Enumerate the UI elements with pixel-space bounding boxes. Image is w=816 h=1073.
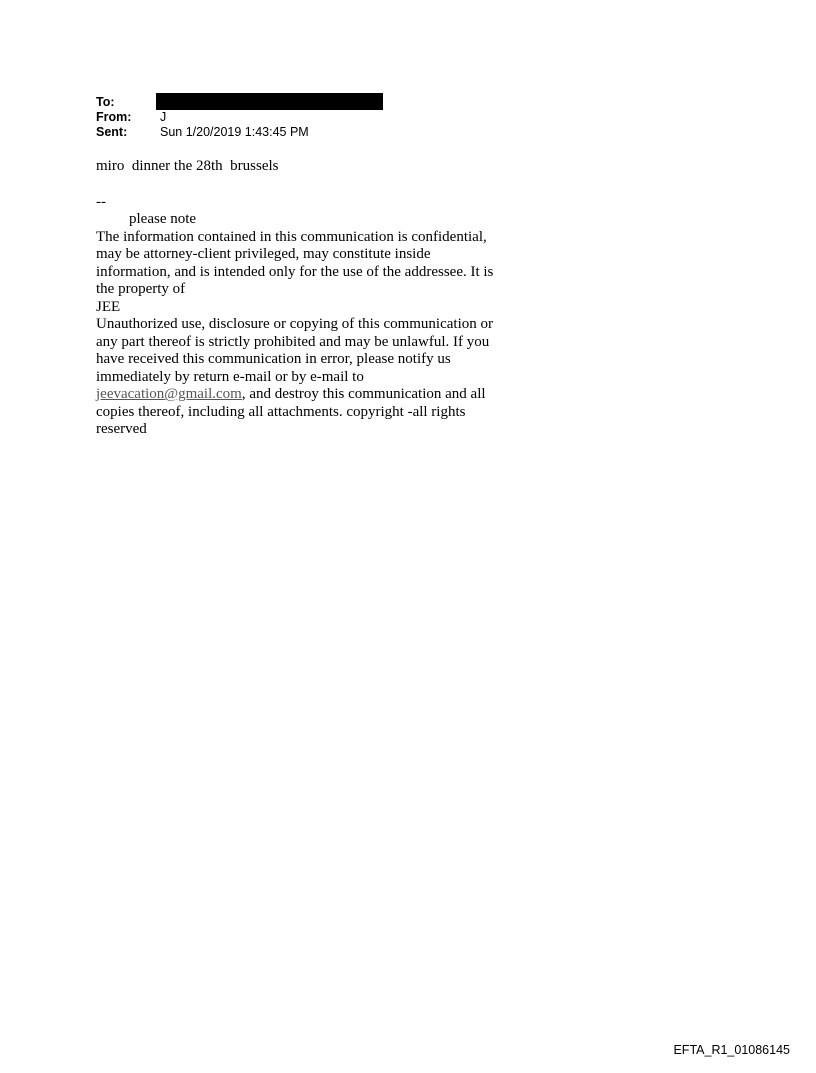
from-value: J [160,110,167,124]
sent-label: Sent: [96,125,128,139]
signature-separator: -- [96,193,106,210]
email-header [96,95,383,140]
owner-name: JEE [96,298,121,315]
redaction-bar [156,93,383,110]
to-row [96,95,383,110]
message-text: miro dinner the 28th brussels [96,158,279,174]
sent-value: Sun 1/20/2019 1:43:45 PM [160,125,309,139]
document-id: EFTA_R1_01086145 [673,1043,790,1057]
email-body [96,158,496,439]
to-label: To: [96,95,115,109]
disclaimer-part2: Unauthorized use, disclosure or copying of this communication or any part thereof is strictly prohibited and may be unlawful. If you have received this communication in error, please notify us immediately by return e-mail or by e-mail to [96,316,493,385]
note-heading: please note [129,211,197,227]
from-label: From: [96,110,132,124]
disclaimer-part3: , and destroy this communication and all copies thereof, including all attachments. copyright -all rights reserved [96,386,486,437]
sent-row [96,125,383,140]
email-link[interactable]: jeevacation@gmail.com [96,386,242,402]
disclaimer-part2-block [96,316,496,439]
to-value-redacted [160,95,383,110]
disclaimer-part1: The information contained in this communication is confidential, may be attorney-client privileged, may constitute inside information, and is intended only for the use of the addressee. It is the property of [96,228,494,297]
from-row [96,110,383,125]
